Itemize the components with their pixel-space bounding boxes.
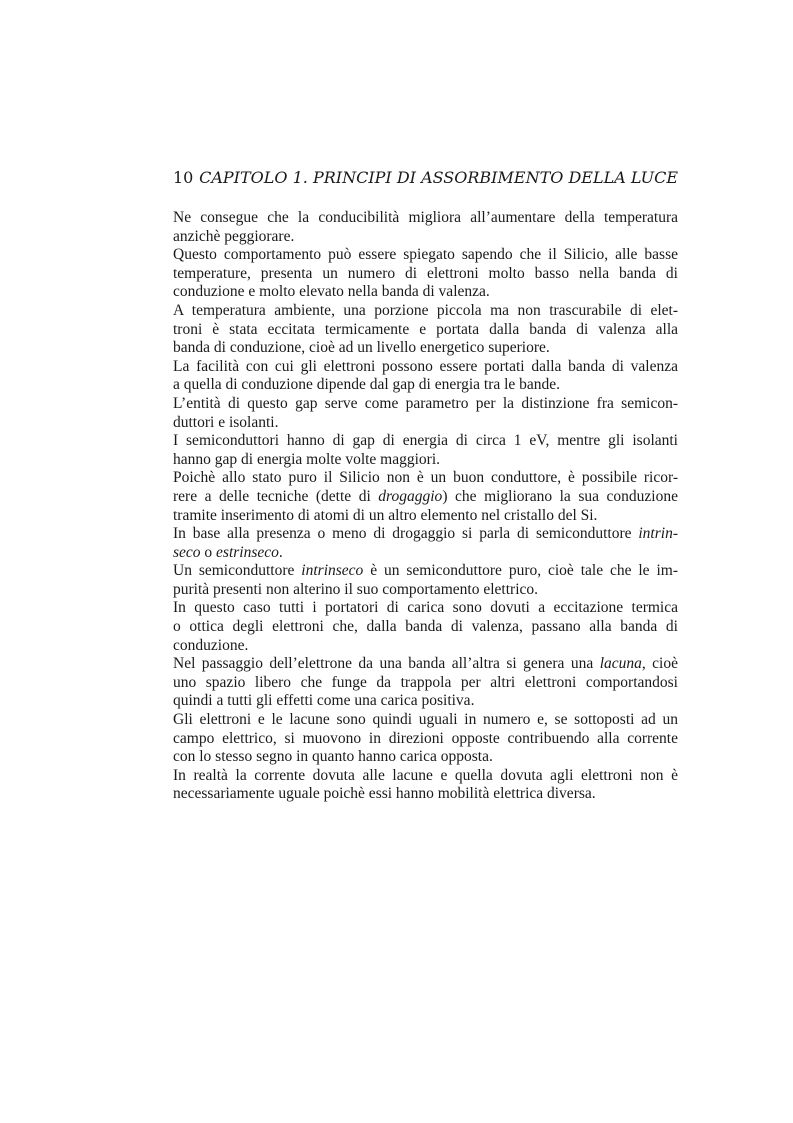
text-line: uno spazio libero che funge da trappola per altri elettroni comportandosi xyxy=(173,673,678,691)
text-line: hanno gap di energia molte volte maggiori. xyxy=(173,450,441,468)
text-line: necessariamente uguale poichè essi hanno mobilità elettrica diversa. xyxy=(173,785,596,803)
text-line: Gli elettroni e le lacune sono quindi uguali in numero e, se sottoposti ad un xyxy=(173,711,678,729)
text-line: Poichè allo stato puro il Silicio non è un buon conduttore, è possibile ricor- xyxy=(173,469,678,487)
italic-term: seco xyxy=(173,543,201,561)
running-header-chapter-title: CAPITOLO 1. PRINCIPI DI ASSORBIMENTO DELLA LUCE xyxy=(199,168,678,187)
text-line xyxy=(173,544,678,563)
text-line: a quella di conduzione dipende dal gap di energia tra le bande. xyxy=(173,376,561,394)
text-line: con lo stesso segno in quanto hanno carica opposta. xyxy=(173,748,493,766)
text-line xyxy=(173,562,678,581)
text-segment: Un semiconduttore xyxy=(173,562,302,580)
text-line: duttori e isolanti. xyxy=(173,413,279,431)
text-line: o ottica degli elettroni che, dalla banda di valenza, passano alla banda di xyxy=(173,618,678,636)
text-line: conduzione e molto elevato nella banda di valenza. xyxy=(173,283,490,301)
text-segment: Nel passaggio dell’elettrone da una banda all’altra si genera una xyxy=(173,655,600,673)
text-line: anzichè peggiorare. xyxy=(173,227,295,245)
text-segment: , cioè xyxy=(641,655,678,673)
italic-term: intrinseco xyxy=(301,562,364,580)
text-line: campo elettrico, si muovono in direzioni opposte contribuendo alla corrente xyxy=(173,729,678,747)
body-text xyxy=(173,209,678,804)
text-line: Questo comportamento può essere spiegato sapendo che il Silicio, alle basse xyxy=(173,246,678,264)
page-number: 10 xyxy=(173,168,194,187)
text-line: tramite inserimento di atomi di un altro elemento nel cristallo del Si. xyxy=(173,506,598,524)
text-line: conduzione. xyxy=(173,636,249,654)
text-segment: In base alla presenza o meno di drogaggio si parla di semiconduttore xyxy=(173,525,639,543)
text-line xyxy=(173,655,678,674)
text-line: quindi a tutti gli effetti come una carica positiva. xyxy=(173,692,475,710)
italic-term: lacuna xyxy=(599,655,642,673)
text-line xyxy=(173,525,678,544)
italic-term: intrin- xyxy=(638,525,678,543)
text-segment: o xyxy=(200,543,217,561)
text-line: Ne consegue che la conducibilità migliora all’aumentare della temperatura xyxy=(173,209,678,226)
text-line: banda di conduzione, cioè ad un livello energetico superiore. xyxy=(173,339,550,357)
text-line: L’entità di questo gap serve come parametro per la distinzione fra semicon- xyxy=(173,394,678,412)
text-line: In realtà la corrente dovuta alle lacune e quella dovuta agli elettroni non è xyxy=(173,766,678,784)
text-line: purità presenti non alterino il suo comportamento elettrico. xyxy=(173,580,539,598)
text-line: troni è stata eccitata termicamente e portata dalla banda di valenza alla xyxy=(173,320,678,338)
italic-term: estrinseco xyxy=(216,543,279,561)
text-line: temperature, presenta un numero di elettroni molto basso nella banda di xyxy=(173,264,678,282)
text-segment: . xyxy=(278,543,283,561)
text-segment: è un semiconduttore puro, cioè tale che le im- xyxy=(363,562,678,580)
text-line xyxy=(173,488,678,507)
text-line: In questo caso tutti i portatori di carica sono dovuti a eccitazione termica xyxy=(173,599,678,617)
text-line: I semiconduttori hanno di gap di energia di circa 1 eV, mentre gli isolanti xyxy=(173,432,678,450)
text-segment: ) che migliorano la sua conduzione xyxy=(442,487,678,505)
text-segment: rere a delle tecniche (dette di xyxy=(173,487,379,505)
text-line: A temperatura ambiente, una porzione piccola ma non trascurabile di elet- xyxy=(173,301,678,319)
italic-term: drogaggio xyxy=(378,487,443,505)
text-line: La facilità con cui gli elettroni possono essere portati dalla banda di valenza xyxy=(173,357,678,375)
